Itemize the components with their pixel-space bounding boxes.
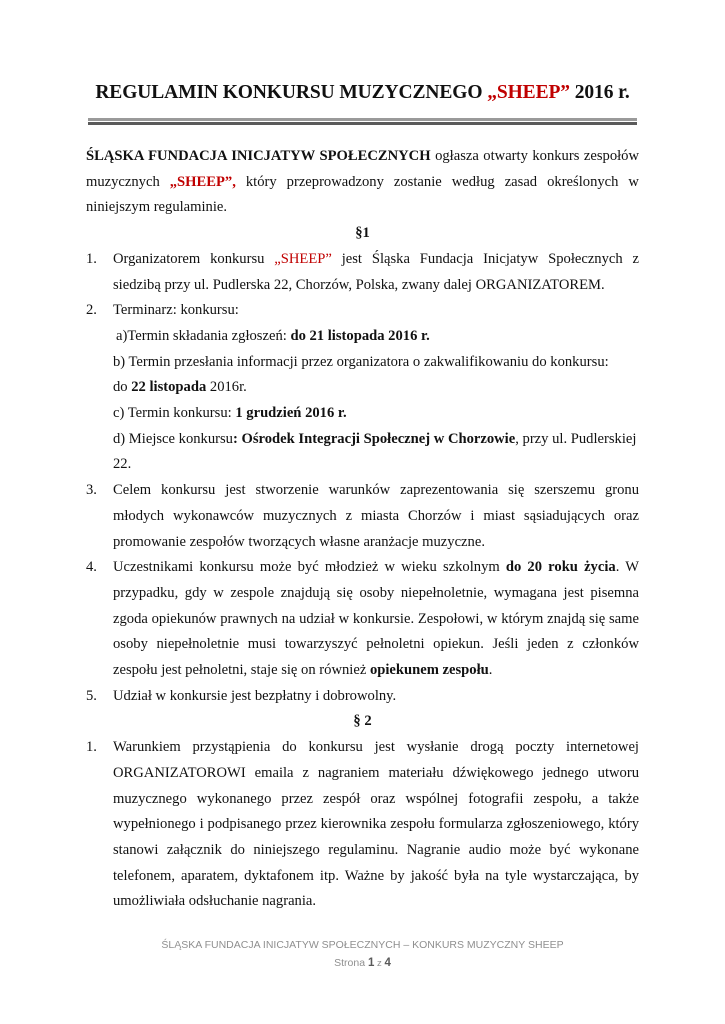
- schedule-c: [113, 401, 639, 427]
- section-1-item-1: [86, 247, 639, 298]
- schedule-b: b) Termin przesłania informacji przez organizatora o zakwalifikowaniu do konkursu:: [113, 353, 609, 370]
- intro-contest-name: „SHEEP”,: [169, 173, 236, 190]
- footer-current-page: 1: [368, 957, 375, 969]
- section-2-item-1: [86, 735, 639, 915]
- title-underline-dark: [88, 122, 637, 125]
- item-4-age-limit: do 20 roku życia: [505, 559, 616, 576]
- item-4-guardian: opiekunem zespołu: [369, 662, 489, 679]
- item-text: [113, 247, 639, 298]
- title-contest-name: „SHEEP”: [487, 82, 570, 103]
- list-number: 5.: [86, 687, 97, 704]
- schedule-c-text: c) Termin konkursu:: [113, 405, 236, 422]
- page-footer: [0, 936, 725, 973]
- item-5-text: Udział w konkursie jest bezpłatny i dobrowolny.: [113, 687, 397, 704]
- footer-page-label: Strona: [334, 957, 368, 969]
- schedule-d-address: , przy ul. Pudlerskiej 22.: [113, 430, 637, 473]
- section-2-item-1-text: Warunkiem przystąpienia do konkursu jest wysłanie drogą poczty internetowej ORGANIZATOROWI emaila z nagraniem materiału dźwiękowego jednego utworu muzycznego wykonanego przez zespół oraz wspólnej fotografii zespołu, a także wypełnionego i podpisanego przez kierownika zespołu formularza zgłoszeniowego, który stanowi załącznik do niniejszego regulaminu. Nagranie audio może być wykonane telefonem, aparatem, dyktafonem itp. Ważne by jakość była na tyle wystarczająca, by umożliwiała odsłuchanie nagrania.: [113, 739, 639, 910]
- item-4-text-c: .: [488, 662, 493, 679]
- schedule-b-date: [113, 375, 639, 401]
- document-body: [86, 144, 639, 915]
- list-number: 1.: [86, 739, 97, 756]
- section-1-list: [86, 247, 639, 710]
- schedule-b-post: 2016r.: [206, 379, 247, 396]
- schedule-d-text: d) Miejsce konkursu: [113, 430, 233, 447]
- list-number: 1.: [86, 250, 97, 267]
- title-underline-light: [88, 118, 637, 121]
- intro-text-2: który przeprowadzony zostanie według zasad określonych w niniejszym regulaminie.: [86, 173, 639, 216]
- item-4-text-b: . W przypadku, gdy w zespole znajdują się osoby niepełnoletnie, wymagana jest pisemna zgoda opiekunów prawnych na udział w konkursie. Zespołowi, w którym znajdą się same osoby niepełnoletnie musi towarzyszyć pełnoletni opiekun. Jeśli jeden z członków zespołu jest pełnoletni, staje się on również: [113, 559, 639, 679]
- item-1-text-b: jest Śląska Fundacja Inicjatyw Społecznych z siedzibą przy ul. Pudlerska 22, Chorzów, Polska, zwany dalej ORGANIZATOREM.: [113, 250, 640, 293]
- page-number: [0, 954, 725, 973]
- title-suffix: 2016 r.: [569, 82, 630, 103]
- section-1-item-5: [86, 684, 639, 710]
- schedule-a-text: a)Termin składania zgłoszeń:: [116, 327, 291, 344]
- item-1-text-a: Organizatorem konkursu: [113, 250, 275, 267]
- schedule-b-bold: 22 listopada: [131, 379, 207, 396]
- item-4-text: [113, 555, 639, 684]
- schedule-b-pre: do: [113, 379, 132, 396]
- schedule-a: [113, 324, 639, 350]
- schedule-c-date: 1 grudzień 2016 r.: [235, 405, 347, 422]
- list-number: 2.: [86, 302, 97, 319]
- section-1-heading: §1: [355, 225, 370, 242]
- document-title: [86, 82, 639, 104]
- list-number: 3.: [86, 482, 97, 499]
- section-2-heading: § 2: [353, 713, 372, 730]
- footer-of: z: [374, 958, 385, 969]
- intro-paragraph: [86, 144, 639, 221]
- schedule-a-date: do 21 listopada 2016 r.: [290, 327, 430, 344]
- intro-text-1: ogłasza otwarty konkurs zespołów muzycznych: [86, 148, 640, 190]
- list-number: 4.: [86, 559, 97, 576]
- schedule-d: [113, 427, 639, 478]
- section-1-item-3: [86, 478, 639, 555]
- intro-organization: ŚLĄSKA FUNDACJA INICJATYW SPOŁECZNYCH: [86, 148, 431, 164]
- footer-title: ŚLĄSKA FUNDACJA INICJATYW SPOŁECZNYCH – KONKURS MUZYCZNY SHEEP: [161, 939, 564, 951]
- item-3-text: Celem konkursu jest stworzenie warunków zaprezentowania się szerszemu gronu młodych wykonawców muzycznych z miasta Chorzów i miast sąsiadujących oraz promowanie zespołów tworzących własne aranżacje muzyczne.: [113, 482, 639, 550]
- section-1-item-2: [86, 298, 639, 478]
- title-prefix: REGULAMIN KONKURSU MUZYCZNEGO: [95, 82, 488, 103]
- item-4-text-a: Uczestnikami konkursu może być młodzież w wieku szkolnym: [113, 559, 506, 576]
- section-2-list: [86, 735, 639, 915]
- item-1-contest-name: „SHEEP”: [274, 250, 332, 267]
- schedule-d-venue: : Ośrodek Integracji Społecznej w Chorzowie: [232, 430, 516, 447]
- section-1-item-4: [86, 555, 639, 684]
- footer-total-pages: 4: [384, 957, 391, 969]
- schedule-label: Terminarz: konkursu:: [113, 302, 239, 319]
